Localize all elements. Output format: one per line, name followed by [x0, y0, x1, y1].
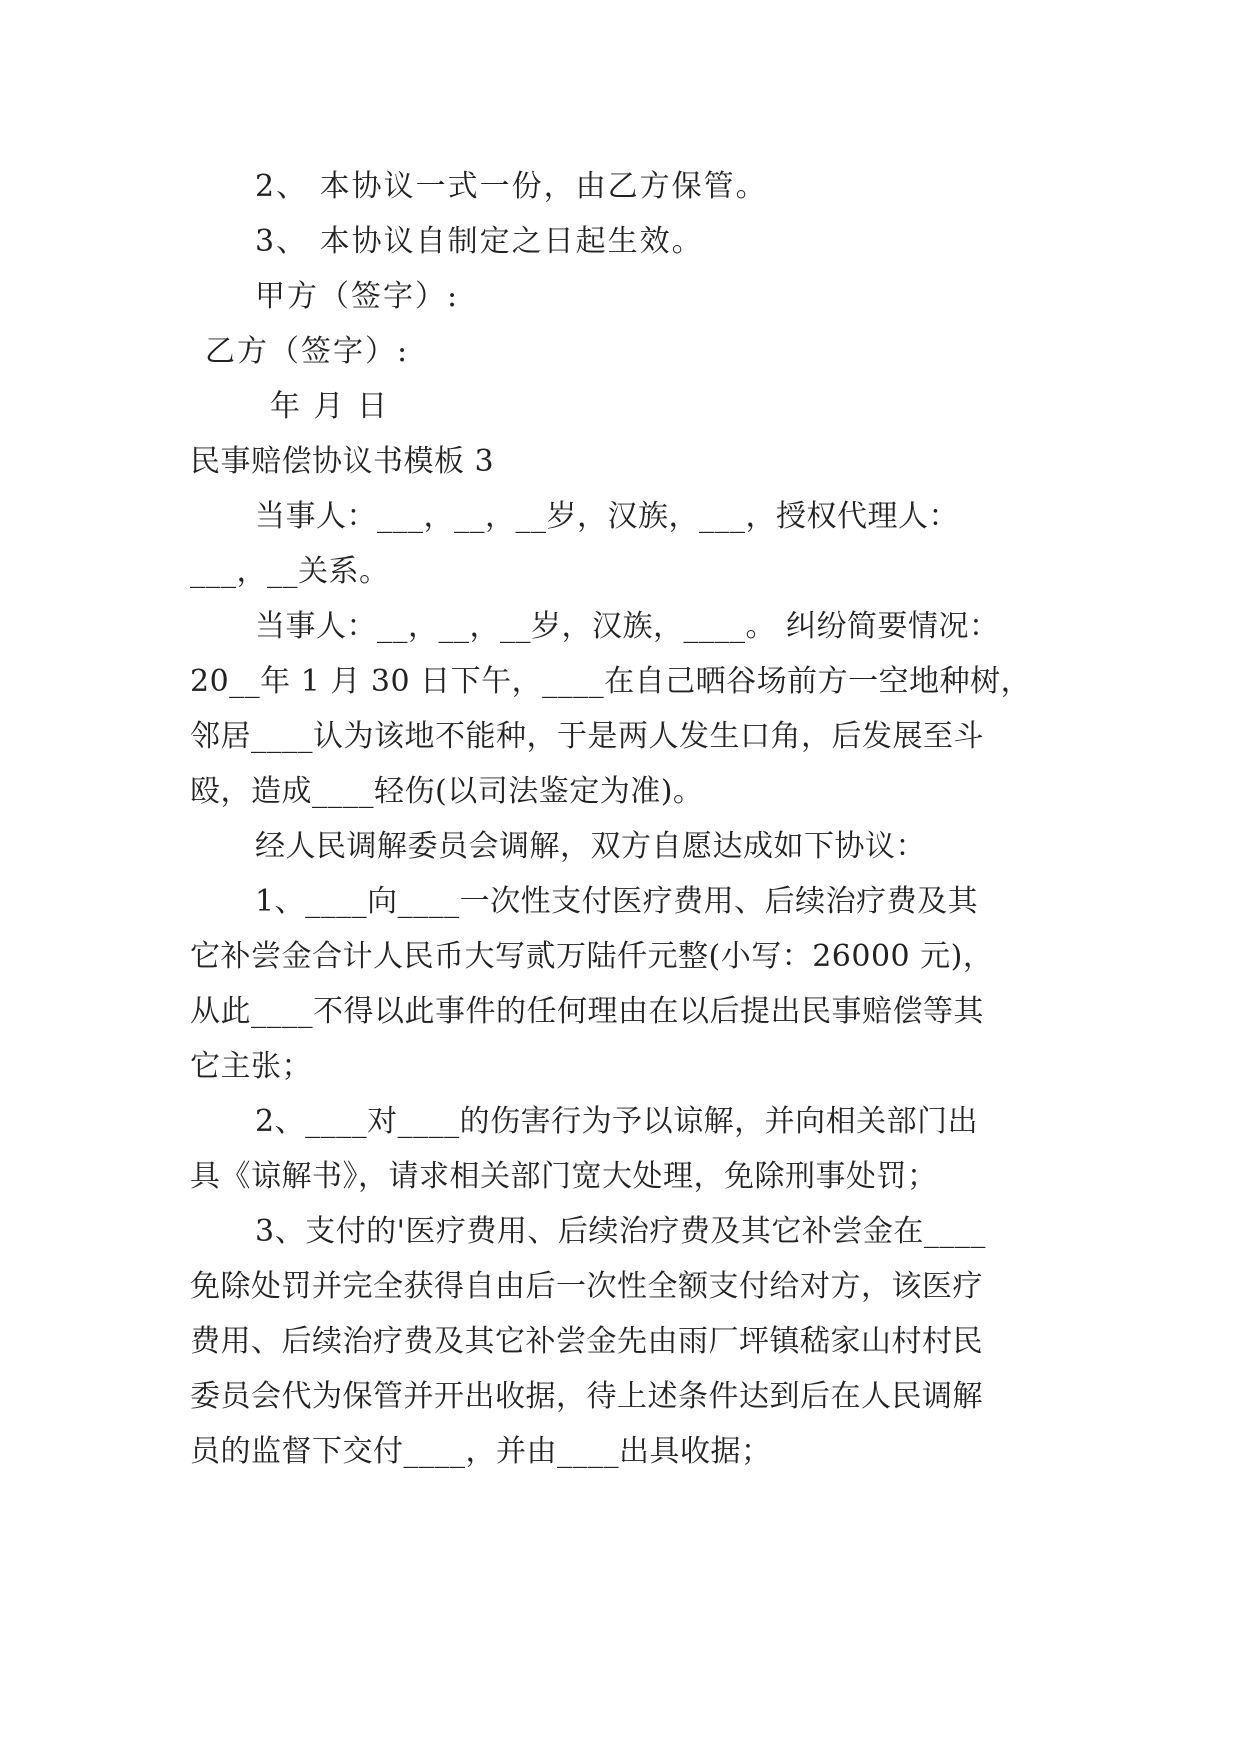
- dispute-line-1: 20__年 1 月 30 日下午，____在自己晒谷场前方一空地种树，: [190, 664, 1032, 699]
- clause-2-storage: 2、 本协议一式一份，由乙方保管。: [255, 169, 768, 204]
- party-b-signature-label: 乙方（签字）:: [205, 334, 410, 369]
- party-2-line: 当事人：__，__，__岁，汉族，____。 纠纷简要情况：: [255, 609, 1000, 644]
- term-3-line-4: 委员会代为保管并开出收据，待上述条件达到后在人民调解: [190, 1379, 983, 1414]
- term-3-line-2: 免除处罚并完全获得自由后一次性全额支付给对方，该医疗: [190, 1269, 983, 1304]
- dispute-line-2: 邻居____认为该地不能种，于是两人发生口角，后发展至斗: [190, 719, 984, 754]
- mediation-intro: 经人民调解委员会调解，双方自愿达成如下协议：: [255, 829, 926, 864]
- term-1-line-4: 它主张；: [190, 1049, 312, 1084]
- dispute-line-3: 殴，造成____轻伤(以司法鉴定为准)。: [190, 774, 704, 809]
- term-2-line-2: 具《谅解书》，请求相关部门宽大处理，免除刑事处罚；: [190, 1159, 938, 1194]
- term-1-line-2: 它补尝金合计人民币大写贰万陆仟元整(小写：26000 元)，: [190, 939, 994, 974]
- party-1-line-1: 当事人：___，__，__岁，汉族，___，授权代理人：: [255, 499, 959, 534]
- term-3-line-5: 员的监督下交付____，并由____出具收据；: [190, 1434, 772, 1469]
- term-1-line-1: 1、____向____一次性支付医疗费用、后续治疗费及其: [255, 884, 979, 919]
- term-1-line-3: 从此____不得以此事件的任何理由在以后提出民事赔偿等其: [190, 994, 984, 1029]
- party-1-line-2: ___，__关系。: [190, 554, 390, 589]
- term-3-line-1: 3、支付的'医疗费用、后续治疗费及其它补尝金在____: [255, 1214, 986, 1249]
- term-2-line-1: 2、____对____的伤害行为予以谅解，并向相关部门出: [255, 1104, 979, 1139]
- date-line: 年 月 日: [270, 389, 390, 424]
- party-a-signature-label: 甲方（签字）:: [255, 279, 460, 314]
- clause-3-effective: 3、 本协议自制定之日起生效。: [255, 224, 704, 259]
- section-title: 民事赔偿协议书模板 3: [190, 444, 495, 479]
- term-3-line-3: 费用、后续治疗费及其它补尝金先由雨厂坪镇嵇家山村村民: [190, 1324, 983, 1359]
